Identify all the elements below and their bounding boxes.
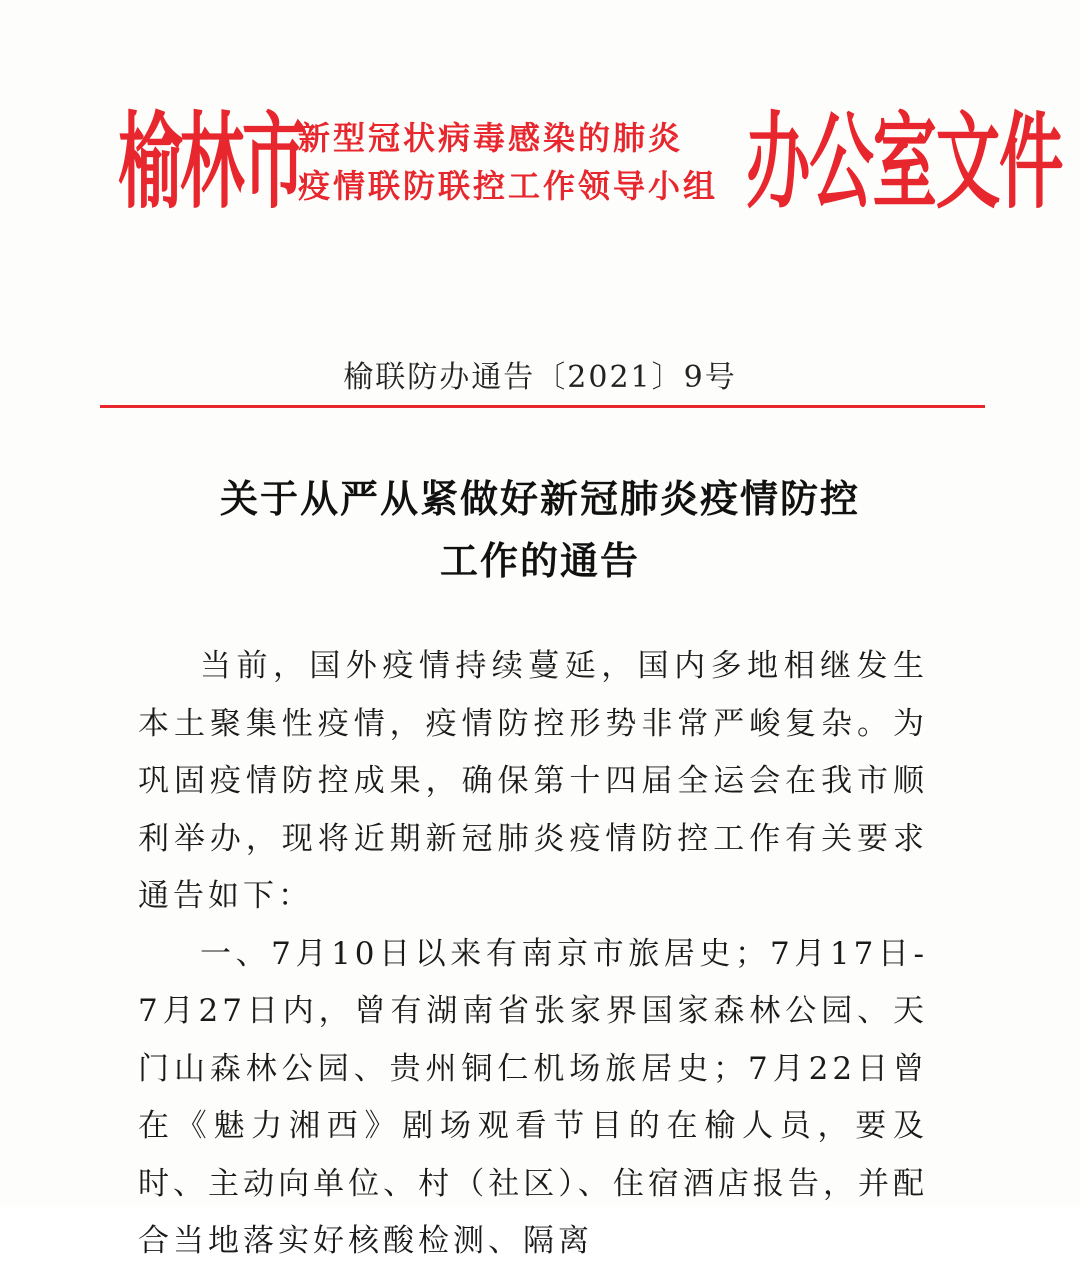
letterhead-doc-type: 办公室文件	[746, 100, 1063, 223]
letterhead-organization	[298, 114, 738, 210]
document-body	[138, 638, 928, 1271]
red-divider-line	[100, 405, 985, 408]
letterhead-org-line-1: 新型冠状病毒感染的肺炎	[298, 119, 684, 157]
document-title	[0, 468, 1080, 592]
document-number: 榆联防办通告〔2021〕9号	[343, 360, 737, 395]
title-line-1: 关于从严从紧做好新冠肺炎疫情防控	[219, 476, 860, 521]
red-letterhead	[118, 92, 1063, 232]
letterhead-org-line-2: 疫情联防联控工作领导小组	[298, 167, 719, 205]
body-paragraph-intro: 当前，国外疫情持续蔓延，国内多地相继发生本土聚集性疫情，疫情防控形势非常严峻复杂。为巩固疫情防控成果，确保第十四届全运会在我市顺利举办，现将近期新冠肺炎疫情防控工作有关要求通告如下：	[138, 648, 928, 914]
letterhead-city: 榆林市	[118, 100, 305, 223]
body-paragraph-item-1: 一、7月10日以来有南京市旅居史；7月17日-7月27日内，曾有湖南省张家界国家森林公园、天门山森林公园、贵州铜仁机场旅居史；7月22日曾在《魅力湘西》剧场观看节目的在榆人员，要及时、主动向单位、村（社区）、住宿酒店报告，并配合当地落实好核酸检测、隔离	[138, 935, 928, 1259]
title-line-2: 工作的通告	[439, 538, 640, 583]
